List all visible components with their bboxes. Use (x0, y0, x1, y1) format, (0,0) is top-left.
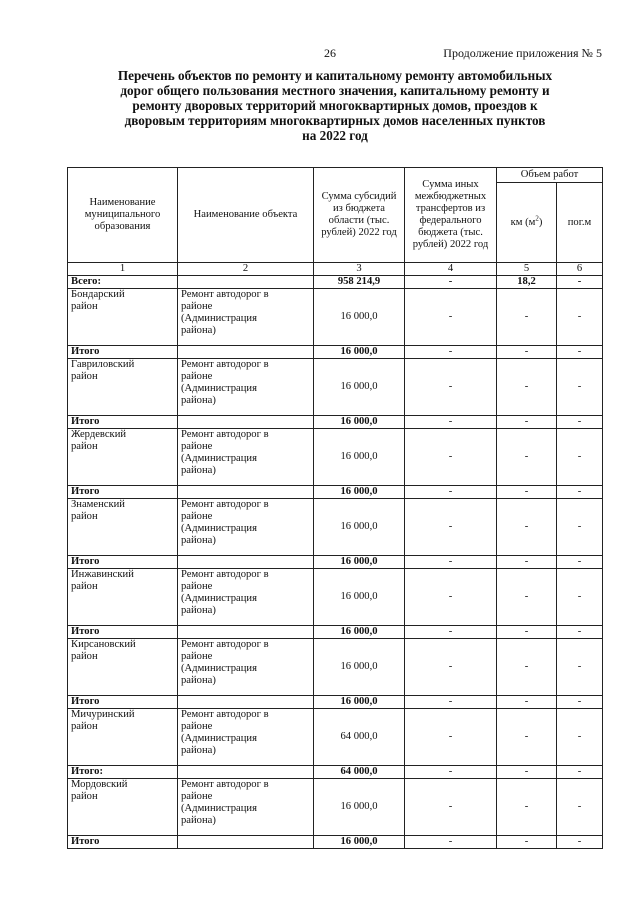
header-transfers: Сумма иных межбюджетных трансфертов из федерального бюджета (тыс. рублей) 2022 год (405, 168, 497, 263)
objects-table (67, 167, 603, 849)
subtotal-label: Итого (68, 836, 178, 849)
district-name (68, 709, 178, 766)
district-row (68, 499, 603, 556)
subtotal-km: - (497, 416, 557, 429)
subtotal-km: - (497, 836, 557, 849)
object-name (178, 289, 314, 346)
object-name-line: Ремонт автодорог в (181, 429, 269, 440)
object-name-line: (Администрация (181, 523, 257, 534)
district-name (68, 639, 178, 696)
district-name-line: Бондарский (71, 289, 125, 300)
object-name-line: (Администрация (181, 803, 257, 814)
district-name-line: Мичуринский (71, 709, 135, 720)
district-name (68, 289, 178, 346)
subsidy-value: 64 000,0 (314, 709, 405, 766)
km-value: - (497, 779, 557, 836)
page-number: 26 (324, 46, 336, 60)
district-name-line: Знаменский (71, 499, 125, 510)
district-name-line: Гавриловский (71, 359, 135, 370)
subtotal-object (178, 486, 314, 499)
subtotal-subsidy: 16 000,0 (314, 346, 405, 359)
header-object: Наименование объекта (178, 168, 314, 263)
header-km-close: ) (538, 216, 543, 228)
object-name (178, 709, 314, 766)
transfers-value: - (405, 289, 497, 346)
grand-total-transfers: - (405, 276, 497, 289)
subtotal-subsidy: 16 000,0 (314, 626, 405, 639)
object-name-line: районе (181, 721, 213, 732)
title-line: дворовым территориям многоквартирных домов населенных пунктов (124, 113, 546, 128)
document-title (70, 68, 600, 143)
subtotal-transfers: - (405, 626, 497, 639)
district-name-line: район (71, 371, 98, 382)
subtotal-object (178, 556, 314, 569)
linear-m-value: - (557, 429, 603, 486)
object-name-line: района) (181, 675, 216, 686)
object-name-line: района) (181, 745, 216, 756)
grand-total-object (178, 276, 314, 289)
district-name (68, 779, 178, 836)
district-name (68, 569, 178, 626)
subtotal-transfers: - (405, 836, 497, 849)
km-value: - (497, 569, 557, 626)
transfers-value: - (405, 359, 497, 416)
subtotal-label: Итого: (68, 766, 178, 779)
header-km-text: км (м (510, 216, 536, 228)
subtotal-transfers: - (405, 486, 497, 499)
title-line: дорог общего пользования местного значения, капитальному ремонту и (120, 83, 550, 98)
transfers-value: - (405, 639, 497, 696)
subtotal-transfers: - (405, 416, 497, 429)
km-value: - (497, 359, 557, 416)
object-name-line: Ремонт автодорог в (181, 779, 269, 790)
object-name-line: Ремонт автодорог в (181, 359, 269, 370)
object-name-line: района) (181, 465, 216, 476)
subsidy-value: 16 000,0 (314, 779, 405, 836)
title-line: на 2022 год (302, 128, 368, 143)
district-row (68, 569, 603, 626)
district-name-line: район (71, 511, 98, 522)
subtotal-row (68, 556, 603, 569)
subtotal-object (178, 626, 314, 639)
linear-m-value: - (557, 499, 603, 556)
district-name-line: Мордовский (71, 779, 128, 790)
header-municipality: Наименование муниципального образования (68, 168, 178, 263)
district-row (68, 429, 603, 486)
subtotal-row (68, 766, 603, 779)
column-number: 3 (314, 263, 405, 276)
subtotal-transfers: - (405, 766, 497, 779)
object-name (178, 359, 314, 416)
linear-m-value: - (557, 639, 603, 696)
object-name-line: районе (181, 441, 213, 452)
transfers-value: - (405, 569, 497, 626)
subtotal-row (68, 416, 603, 429)
header-work-volume: Объем работ (497, 168, 603, 183)
subtotal-row (68, 346, 603, 359)
subtotal-label: Итого (68, 486, 178, 499)
subtotal-linear-m: - (557, 556, 603, 569)
district-name (68, 499, 178, 556)
subtotal-object (178, 836, 314, 849)
km-value: - (497, 639, 557, 696)
subtotal-km: - (497, 626, 557, 639)
district-name-line: район (71, 581, 98, 592)
subsidy-value: 16 000,0 (314, 639, 405, 696)
subtotal-transfers: - (405, 556, 497, 569)
subtotal-subsidy: 16 000,0 (314, 836, 405, 849)
object-name-line: района) (181, 815, 216, 826)
subtotal-linear-m: - (557, 346, 603, 359)
district-name (68, 429, 178, 486)
column-number: 5 (497, 263, 557, 276)
object-name (178, 499, 314, 556)
grand-total-subsidy: 958 214,9 (314, 276, 405, 289)
subtotal-object (178, 346, 314, 359)
subtotal-linear-m: - (557, 486, 603, 499)
grand-total-row (68, 276, 603, 289)
header-linear-m: пог.м (557, 183, 603, 263)
grand-total-linear-m: - (557, 276, 603, 289)
object-name-line: районе (181, 651, 213, 662)
district-name (68, 359, 178, 416)
district-name-line: район (71, 301, 98, 312)
subtotal-label: Итого (68, 346, 178, 359)
object-name-line: районе (181, 301, 213, 312)
header-subsidy: Сумма субсидий из бюджета области (тыс. рублей) 2022 год (314, 168, 405, 263)
grand-total-km: 18,2 (497, 276, 557, 289)
object-name-line: (Администрация (181, 383, 257, 394)
object-name-line: районе (181, 371, 213, 382)
object-name-line: Ремонт автодорог в (181, 289, 269, 300)
column-numbers-row (68, 263, 603, 276)
subtotal-km: - (497, 486, 557, 499)
subtotal-object (178, 766, 314, 779)
subsidy-value: 16 000,0 (314, 569, 405, 626)
district-name-line: Жердевский (71, 429, 127, 440)
subtotal-subsidy: 16 000,0 (314, 556, 405, 569)
subsidy-value: 16 000,0 (314, 289, 405, 346)
object-name-line: Ремонт автодорог в (181, 639, 269, 650)
subtotal-linear-m: - (557, 836, 603, 849)
district-row (68, 709, 603, 766)
subtotal-km: - (497, 766, 557, 779)
district-name-line: район (71, 791, 98, 802)
linear-m-value: - (557, 289, 603, 346)
object-name-line: района) (181, 325, 216, 336)
subtotal-linear-m: - (557, 626, 603, 639)
subsidy-value: 16 000,0 (314, 499, 405, 556)
column-number: 1 (68, 263, 178, 276)
km-value: - (497, 499, 557, 556)
subtotal-label: Итого (68, 416, 178, 429)
object-name-line: района) (181, 535, 216, 546)
subtotal-km: - (497, 346, 557, 359)
title-line: ремонту дворовых территорий многоквартирных домов, проездов к (132, 98, 538, 113)
subtotal-subsidy: 16 000,0 (314, 486, 405, 499)
object-name-line: Ремонт автодорог в (181, 569, 269, 580)
district-name-line: район (71, 651, 98, 662)
header-km (497, 183, 557, 263)
object-name-line: района) (181, 605, 216, 616)
object-name-line: (Администрация (181, 663, 257, 674)
subtotal-subsidy: 16 000,0 (314, 416, 405, 429)
object-name-line: (Администрация (181, 593, 257, 604)
subtotal-linear-m: - (557, 696, 603, 709)
subtotal-transfers: - (405, 696, 497, 709)
km-value: - (497, 429, 557, 486)
subtotal-label: Итого (68, 626, 178, 639)
object-name (178, 639, 314, 696)
subtotal-row (68, 626, 603, 639)
district-row (68, 359, 603, 416)
object-name (178, 779, 314, 836)
object-name-line: районе (181, 581, 213, 592)
linear-m-value: - (557, 709, 603, 766)
subtotal-subsidy: 16 000,0 (314, 696, 405, 709)
district-name-line: Кирсановский (71, 639, 136, 650)
subtotal-transfers: - (405, 346, 497, 359)
transfers-value: - (405, 779, 497, 836)
column-number: 4 (405, 263, 497, 276)
subsidy-value: 16 000,0 (314, 359, 405, 416)
district-row (68, 779, 603, 836)
subtotal-row (68, 836, 603, 849)
district-name-line: район (71, 441, 98, 452)
district-name-line: Инжавинский (71, 569, 134, 580)
object-name-line: районе (181, 791, 213, 802)
linear-m-value: - (557, 779, 603, 836)
object-name-line: районе (181, 511, 213, 522)
object-name-line: Ремонт автодорог в (181, 709, 269, 720)
subtotal-subsidy: 64 000,0 (314, 766, 405, 779)
transfers-value: - (405, 499, 497, 556)
subtotal-km: - (497, 556, 557, 569)
subtotal-label: Итого (68, 556, 178, 569)
subtotal-row (68, 696, 603, 709)
appendix-note: Продолжение приложения № 5 (443, 46, 602, 60)
object-name-line: Ремонт автодорог в (181, 499, 269, 510)
object-name-line: (Администрация (181, 313, 257, 324)
transfers-value: - (405, 709, 497, 766)
subtotal-linear-m: - (557, 766, 603, 779)
subtotal-label: Итого (68, 696, 178, 709)
column-number: 6 (557, 263, 603, 276)
transfers-value: - (405, 429, 497, 486)
district-row (68, 289, 603, 346)
column-number: 2 (178, 263, 314, 276)
title-line: Перечень объектов по ремонту и капитальному ремонту автомобильных (117, 68, 553, 83)
subtotal-object (178, 416, 314, 429)
district-name-line: район (71, 721, 98, 732)
object-name-line: (Администрация (181, 733, 257, 744)
object-name (178, 429, 314, 486)
linear-m-value: - (557, 569, 603, 626)
linear-m-value: - (557, 359, 603, 416)
header-km-superscript: 2 (535, 213, 539, 222)
subtotal-linear-m: - (557, 416, 603, 429)
object-name-line: (Администрация (181, 453, 257, 464)
subsidy-value: 16 000,0 (314, 429, 405, 486)
object-name-line: района) (181, 395, 216, 406)
district-row (68, 639, 603, 696)
km-value: - (497, 709, 557, 766)
subtotal-row (68, 486, 603, 499)
grand-total-label: Всего: (68, 276, 178, 289)
object-name (178, 569, 314, 626)
subtotal-object (178, 696, 314, 709)
subtotal-km: - (497, 696, 557, 709)
km-value: - (497, 289, 557, 346)
